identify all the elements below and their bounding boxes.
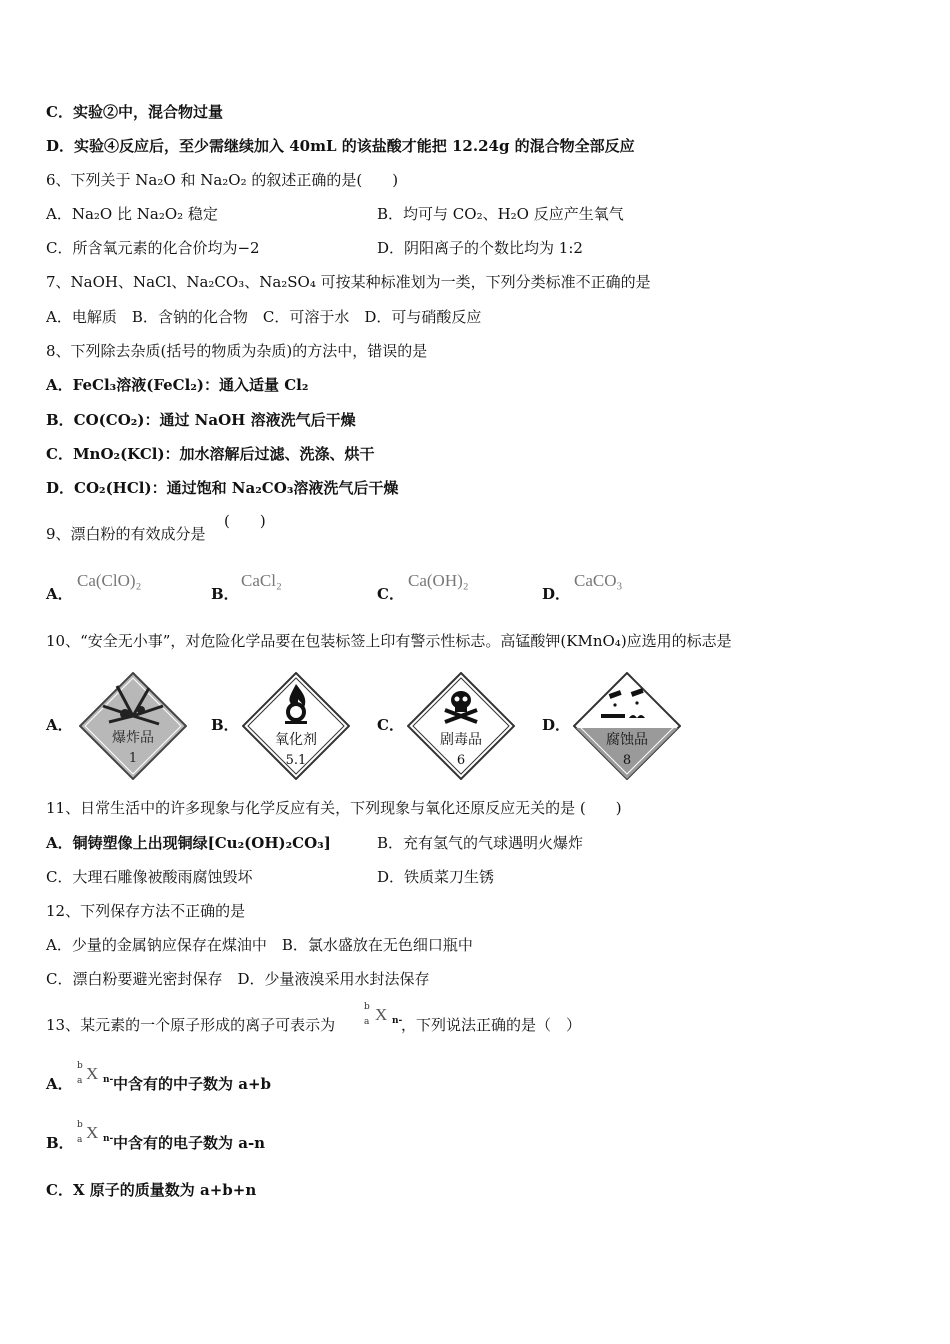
sign-b-name: 氧化剂 [275, 732, 317, 748]
q8-option-c: C．MnO₂(KCl)：加水溶解后过滤、洗涤、烘干 [46, 445, 375, 463]
q9-label-b: B． [211, 585, 239, 603]
q7-options: A．电解质 B．含钠的化合物 C．可溶于水 D．可与硝酸反应 [46, 308, 482, 326]
q11-option-c: C．大理石雕像被酸雨腐蚀毁坏 [46, 868, 253, 886]
q9-label-c: C． [377, 585, 404, 603]
q9-formula-c: Ca(OH)₂ [408, 571, 469, 590]
q10-label-d: D． [542, 716, 571, 734]
q12-stem: 12、下列保存方法不正确的是 [46, 902, 246, 920]
q11-option-d: D．铁质菜刀生锈 [377, 868, 495, 886]
q7-stem: 7、NaOH、NaCl、Na₂CO₃、Na₂SO₄ 可按某种标准划为一类，下列分类标准不正确的是 [46, 273, 651, 291]
q10-label-a: A． [46, 716, 73, 734]
q13-stem-pre: 13、某元素的一个原子形成的离子可表示为 [46, 1016, 336, 1034]
q9-label-d: D． [542, 585, 571, 603]
q8-option-b: B．CO(CO₂)：通过 NaOH 溶液洗气后干燥 [46, 411, 356, 429]
q6-option-a: A．Na₂O 比 Na₂O₂ 稳定 [46, 205, 218, 223]
oxidizer-hazard-sign [242, 672, 350, 780]
q13-stem-post: ，下列说法正确的是（ ） [401, 1016, 582, 1034]
q10-label-b: B． [211, 716, 239, 734]
sign-d-name: 腐蚀品 [606, 732, 648, 748]
sign-d-num: 8 [622, 753, 632, 768]
explosive-hazard-sign [79, 672, 187, 780]
q10-stem: 10、“安全无小事”，对危险化学品要在包装标签上印有警示性标志。高锰酸钾(KMnO₄)应选用的标志是 [46, 632, 732, 650]
q12-options-ab: A．少量的金属钠应保存在煤油中 B．氯水盛放在无色细口瓶中 [46, 936, 473, 954]
q5-option-c: C．实验②中，混合物过量 [46, 103, 223, 121]
q6-option-b: B．均可与 CO₂、H₂O 反应产生氧气 [377, 205, 624, 223]
q8-option-a: A．FeCl₃溶液(FeCl₂)：通入适量 Cl₂ [46, 376, 309, 394]
q9-paren: ( ) [224, 512, 266, 530]
q6-option-d: D．阴阳离子的个数比均为 1:2 [377, 239, 583, 257]
q13-option-c: C．X 原子的质量数为 a+b+n [46, 1181, 257, 1199]
sign-c-num: 6 [456, 753, 466, 768]
q6-option-c: C．所含氧元素的化合价均为−2 [46, 239, 260, 257]
q13-stem-isotope: b a X n- [364, 1002, 403, 1027]
q9-formula-d: CaCO₃ [574, 571, 623, 590]
q9-formula-a: Ca(ClO)₂ [77, 571, 142, 590]
q8-option-d: D．CO₂(HCl)：通过饱和 Na₂CO₃溶液洗气后干燥 [46, 479, 399, 497]
q12-options-cd: C．漂白粉要避光密封保存 D．少量液溴采用水封法保存 [46, 970, 430, 988]
q11-option-b: B．充有氢气的气球遇明火爆炸 [377, 834, 584, 852]
q6-stem: 6、下列关于 Na₂O 和 Na₂O₂ 的叙述正确的是( ) [46, 171, 399, 189]
q11-option-a: A．铜铸塑像上出现铜绿[Cu₂(OH)₂CO₃] [46, 834, 331, 852]
q9-stem: 9、漂白粉的有效成分是 [46, 525, 206, 543]
corrosive-hazard-sign [573, 672, 681, 780]
sign-a-name: 爆炸品 [112, 730, 154, 746]
q13-a-isotope: b a X n- [77, 1061, 114, 1086]
sign-a-num: 1 [128, 751, 138, 766]
q9-label-a: A． [46, 585, 73, 603]
sign-c-name: 剧毒品 [440, 732, 482, 748]
q13-label-a: A． [46, 1075, 73, 1093]
q13-label-b: B． [46, 1134, 74, 1152]
q10-label-c: C． [377, 716, 404, 734]
sign-b-num: 5.1 [285, 753, 307, 768]
q5-option-d: D．实验④反应后，至少需继续加入 40mL 的该盐酸才能把 12.24g 的混合物全部反应 [46, 137, 635, 155]
q13-option-a-text: 中含有的中子数为 a+b [113, 1075, 271, 1093]
q11-stem: 11、日常生活中的许多现象与化学反应有关，下列现象与氧化还原反应无关的是 ( ) [46, 799, 622, 817]
toxic-hazard-sign [407, 672, 515, 780]
q13-b-isotope: b a X n- [77, 1120, 114, 1145]
q9-formula-b: CaCl₂ [241, 571, 282, 590]
q8-stem: 8、下列除去杂质(括号的物质为杂质)的方法中，错误的是 [46, 342, 428, 360]
q13-option-b-text: 中含有的电子数为 a-n [113, 1134, 266, 1152]
